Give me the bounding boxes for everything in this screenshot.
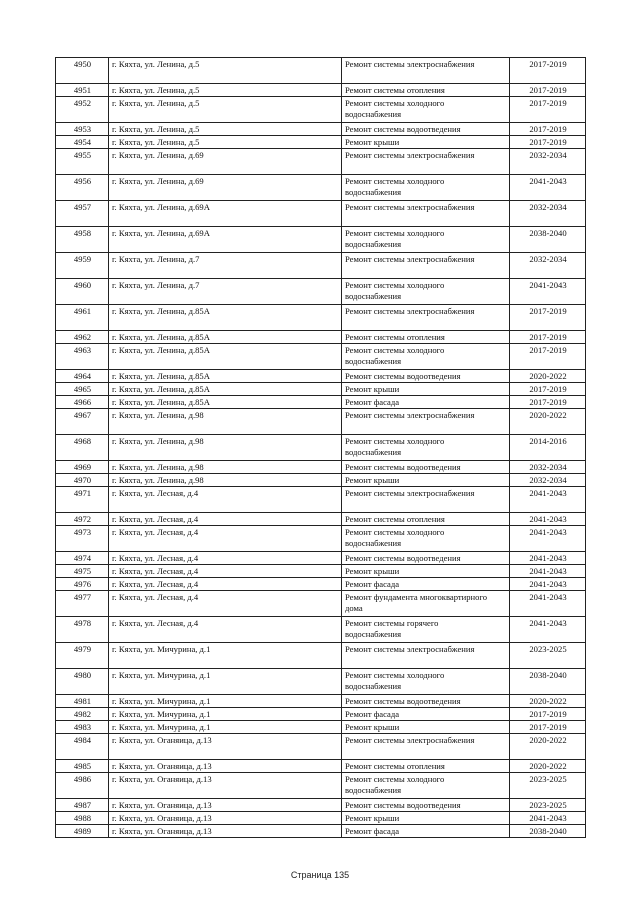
table-row (56, 370, 586, 383)
row-number-cell: 4954 (56, 136, 109, 149)
table-row (56, 201, 586, 227)
work-type-line: Ремонт системы отопления (345, 514, 445, 524)
work-type-cell (342, 136, 510, 149)
work-type-cell (342, 487, 510, 513)
table-row (56, 331, 586, 344)
row-number-cell: 4961 (56, 305, 109, 331)
work-type-cell (342, 669, 510, 695)
table-row (56, 760, 586, 773)
period-cell: 2017-2019 (510, 123, 586, 136)
work-type-cell (342, 643, 510, 669)
period-cell: 2041-2043 (510, 487, 586, 513)
address-cell: г. Кяхта, ул. Ленина, д.98 (109, 474, 342, 487)
row-number-cell: 4955 (56, 149, 109, 175)
table-row (56, 513, 586, 526)
work-type-cell (342, 435, 510, 461)
row-number-cell: 4970 (56, 474, 109, 487)
table-row (56, 253, 586, 279)
page-number-label: Страница 135 (290, 870, 350, 880)
work-type-cell (342, 396, 510, 409)
table-row (56, 149, 586, 175)
work-type-cell (342, 474, 510, 487)
work-type-line: Ремонт крыши (345, 813, 400, 823)
work-type-line: водоснабжения (345, 239, 402, 249)
period-cell: 2020-2022 (510, 760, 586, 773)
row-number-cell: 4958 (56, 227, 109, 253)
work-type-cell (342, 344, 510, 370)
address-cell: г. Кяхта, ул. Лесная, д.4 (109, 552, 342, 565)
row-number-cell: 4960 (56, 279, 109, 305)
table-row (56, 578, 586, 591)
work-type-cell (342, 591, 510, 617)
period-cell: 2020-2022 (510, 370, 586, 383)
table-row (56, 591, 586, 617)
address-cell: г. Кяхта, ул. Ленина, д.5 (109, 123, 342, 136)
work-type-cell (342, 526, 510, 552)
work-type-line: водоснабжения (345, 447, 402, 457)
row-number-cell: 4974 (56, 552, 109, 565)
address-cell: г. Кяхта, ул. Ленина, д.85А (109, 305, 342, 331)
period-cell: 2038-2040 (510, 227, 586, 253)
row-number-cell: 4950 (56, 58, 109, 84)
work-type-cell (342, 825, 510, 838)
period-cell: 2032-2034 (510, 253, 586, 279)
period-cell: 2014-2016 (510, 435, 586, 461)
row-number-cell: 4959 (56, 253, 109, 279)
work-type-line: водоснабжения (345, 291, 402, 301)
work-type-cell (342, 734, 510, 760)
table-row (56, 279, 586, 305)
row-number-cell: 4967 (56, 409, 109, 435)
period-cell: 2020-2022 (510, 695, 586, 708)
row-number-cell: 4978 (56, 617, 109, 643)
address-cell: г. Кяхта, ул. Ленина, д.69 (109, 149, 342, 175)
work-type-cell (342, 565, 510, 578)
work-type-cell (342, 695, 510, 708)
work-type-line: Ремонт системы холодного (345, 228, 445, 238)
work-type-line: Ремонт системы электроснабжения (345, 735, 475, 745)
period-cell: 2032-2034 (510, 201, 586, 227)
work-type-line: Ремонт крыши (345, 722, 400, 732)
address-cell: г. Кяхта, ул. Мичурина, д.1 (109, 695, 342, 708)
work-type-cell (342, 97, 510, 123)
table-row (56, 227, 586, 253)
work-type-line: Ремонт фасада (345, 397, 400, 407)
table-row (56, 825, 586, 838)
work-type-cell (342, 279, 510, 305)
work-type-cell (342, 799, 510, 812)
period-cell: 2020-2022 (510, 734, 586, 760)
period-cell: 2017-2019 (510, 97, 586, 123)
address-cell: г. Кяхта, ул. Ленина, д.85А (109, 370, 342, 383)
work-type-cell (342, 58, 510, 84)
row-number-cell: 4952 (56, 97, 109, 123)
row-number-cell: 4969 (56, 461, 109, 474)
work-type-cell (342, 175, 510, 201)
table-row (56, 734, 586, 760)
period-cell: 2038-2040 (510, 825, 586, 838)
row-number-cell: 4980 (56, 669, 109, 695)
row-number-cell: 4968 (56, 435, 109, 461)
address-cell: г. Кяхта, ул. Лесная, д.4 (109, 565, 342, 578)
work-type-cell (342, 201, 510, 227)
work-type-line: Ремонт системы водоотведения (345, 462, 461, 472)
table-row (56, 526, 586, 552)
row-number-cell: 4982 (56, 708, 109, 721)
work-type-line: Ремонт системы водоотведения (345, 696, 461, 706)
table-row (56, 344, 586, 370)
row-number-cell: 4973 (56, 526, 109, 552)
address-cell: г. Кяхта, ул. Лесная, д.4 (109, 578, 342, 591)
address-cell: г. Кяхта, ул. Ленина, д.85А (109, 344, 342, 370)
address-cell: г. Кяхта, ул. Ленина, д.5 (109, 97, 342, 123)
period-cell: 2017-2019 (510, 58, 586, 84)
address-cell: г. Кяхта, ул. Ленина, д.5 (109, 84, 342, 97)
address-cell: г. Кяхта, ул. Ленина, д.98 (109, 435, 342, 461)
address-cell: г. Кяхта, ул. Ленина, д.5 (109, 136, 342, 149)
work-type-line: Ремонт системы холодного (345, 280, 445, 290)
table-row (56, 305, 586, 331)
period-cell: 2041-2043 (510, 578, 586, 591)
work-type-cell (342, 227, 510, 253)
work-type-cell (342, 305, 510, 331)
work-type-line: Ремонт системы холодного (345, 436, 445, 446)
period-cell: 2023-2025 (510, 799, 586, 812)
period-cell: 2017-2019 (510, 84, 586, 97)
address-cell: г. Кяхта, ул. Оганяица, д.13 (109, 825, 342, 838)
work-type-cell (342, 617, 510, 643)
period-cell: 2041-2043 (510, 552, 586, 565)
table-row (56, 773, 586, 799)
work-type-line: Ремонт системы электроснабжения (345, 410, 475, 420)
table-row (56, 552, 586, 565)
work-type-line: Ремонт системы водоотведения (345, 800, 461, 810)
work-type-line: Ремонт системы отопления (345, 85, 445, 95)
period-cell: 2023-2025 (510, 773, 586, 799)
work-type-line: Ремонт системы холодного (345, 98, 445, 108)
work-type-line: водоснабжения (345, 356, 402, 366)
address-cell: г. Кяхта, ул. Оганяица, д.13 (109, 734, 342, 760)
work-type-line: водоснабжения (345, 785, 402, 795)
work-type-line: Ремонт крыши (345, 137, 400, 147)
period-cell: 2041-2043 (510, 513, 586, 526)
period-cell: 2041-2043 (510, 591, 586, 617)
table-row (56, 461, 586, 474)
address-cell: г. Кяхта, ул. Ленина, д.85А (109, 396, 342, 409)
row-number-cell: 4989 (56, 825, 109, 838)
table-row (56, 123, 586, 136)
work-type-line: Ремонт системы холодного (345, 774, 445, 784)
address-cell: г. Кяхта, ул. Лесная, д.4 (109, 617, 342, 643)
work-type-cell (342, 552, 510, 565)
work-type-line: Ремонт фасада (345, 826, 400, 836)
page-footer (0, 870, 640, 880)
row-number-cell: 4979 (56, 643, 109, 669)
row-number-cell: 4953 (56, 123, 109, 136)
address-cell: г. Кяхта, ул. Мичурина, д.1 (109, 669, 342, 695)
work-type-line: Ремонт системы водоотведения (345, 124, 461, 134)
work-type-line: Ремонт системы электроснабжения (345, 306, 475, 316)
table-row (56, 643, 586, 669)
table-row (56, 409, 586, 435)
address-cell: г. Кяхта, ул. Ленина, д.5 (109, 58, 342, 84)
work-type-line: Ремонт системы электроснабжения (345, 488, 475, 498)
address-cell: г. Кяхта, ул. Лесная, д.4 (109, 513, 342, 526)
table-row (56, 396, 586, 409)
address-cell: г. Кяхта, ул. Ленина, д.98 (109, 461, 342, 474)
address-cell: г. Кяхта, ул. Ленина, д.69 (109, 175, 342, 201)
address-cell: г. Кяхта, ул. Лесная, д.4 (109, 526, 342, 552)
period-cell: 2017-2019 (510, 721, 586, 734)
address-cell: г. Кяхта, ул. Ленина, д.85А (109, 331, 342, 344)
address-cell: г. Кяхта, ул. Оганяица, д.13 (109, 812, 342, 825)
row-number-cell: 4971 (56, 487, 109, 513)
work-type-cell (342, 84, 510, 97)
work-type-cell (342, 812, 510, 825)
address-cell: г. Кяхта, ул. Ленина, д.7 (109, 253, 342, 279)
address-cell: г. Кяхта, ул. Мичурина, д.1 (109, 721, 342, 734)
work-type-cell (342, 578, 510, 591)
work-type-line: водоснабжения (345, 629, 402, 639)
works-table (55, 57, 586, 838)
work-type-line: Ремонт системы электроснабжения (345, 59, 475, 69)
period-cell: 2032-2034 (510, 461, 586, 474)
row-number-cell: 4966 (56, 396, 109, 409)
work-type-line: Ремонт системы электроснабжения (345, 644, 475, 654)
work-type-line: Ремонт системы отопления (345, 332, 445, 342)
table-row (56, 97, 586, 123)
work-type-cell (342, 708, 510, 721)
work-type-line: Ремонт системы электроснабжения (345, 202, 475, 212)
work-type-line: Ремонт системы холодного (345, 527, 445, 537)
period-cell: 2041-2043 (510, 175, 586, 201)
period-cell: 2038-2040 (510, 669, 586, 695)
address-cell: г. Кяхта, ул. Оганяица, д.13 (109, 799, 342, 812)
row-number-cell: 4964 (56, 370, 109, 383)
work-type-cell (342, 461, 510, 474)
table-row (56, 175, 586, 201)
work-type-line: Ремонт системы горячего (345, 618, 439, 628)
table-row (56, 708, 586, 721)
address-cell: г. Кяхта, ул. Мичурина, д.1 (109, 643, 342, 669)
work-type-cell (342, 253, 510, 279)
row-number-cell: 4985 (56, 760, 109, 773)
row-number-cell: 4986 (56, 773, 109, 799)
table-row (56, 669, 586, 695)
table-row (56, 435, 586, 461)
row-number-cell: 4976 (56, 578, 109, 591)
table-row (56, 565, 586, 578)
period-cell: 2017-2019 (510, 305, 586, 331)
work-type-line: Ремонт системы электроснабжения (345, 254, 475, 264)
period-cell: 2017-2019 (510, 331, 586, 344)
work-type-line: Ремонт фасада (345, 579, 400, 589)
period-cell: 2032-2034 (510, 149, 586, 175)
work-type-cell (342, 331, 510, 344)
address-cell: г. Кяхта, ул. Лесная, д.4 (109, 591, 342, 617)
period-cell: 2017-2019 (510, 708, 586, 721)
period-cell: 2023-2025 (510, 643, 586, 669)
work-type-line: Ремонт системы водоотведения (345, 371, 461, 381)
address-cell: г. Кяхта, ул. Ленина, д.69А (109, 201, 342, 227)
work-type-cell (342, 149, 510, 175)
work-type-cell (342, 721, 510, 734)
row-number-cell: 4983 (56, 721, 109, 734)
row-number-cell: 4951 (56, 84, 109, 97)
work-type-cell (342, 760, 510, 773)
row-number-cell: 4963 (56, 344, 109, 370)
work-type-line: дома (345, 603, 363, 613)
period-cell: 2020-2022 (510, 409, 586, 435)
table-row (56, 617, 586, 643)
row-number-cell: 4965 (56, 383, 109, 396)
work-type-line: водоснабжения (345, 681, 402, 691)
row-number-cell: 4962 (56, 331, 109, 344)
work-type-line: Ремонт крыши (345, 475, 400, 485)
period-cell: 2017-2019 (510, 344, 586, 370)
address-cell: г. Кяхта, ул. Мичурина, д.1 (109, 708, 342, 721)
address-cell: г. Кяхта, ул. Ленина, д.7 (109, 279, 342, 305)
table-row (56, 136, 586, 149)
table-row (56, 487, 586, 513)
work-type-cell (342, 123, 510, 136)
work-type-line: Ремонт крыши (345, 566, 400, 576)
work-type-cell (342, 773, 510, 799)
table-row (56, 721, 586, 734)
work-type-line: Ремонт системы холодного (345, 670, 445, 680)
table-row (56, 383, 586, 396)
row-number-cell: 4988 (56, 812, 109, 825)
work-type-cell (342, 370, 510, 383)
work-type-line: Ремонт крыши (345, 384, 400, 394)
work-type-cell (342, 513, 510, 526)
row-number-cell: 4975 (56, 565, 109, 578)
row-number-cell: 4987 (56, 799, 109, 812)
period-cell: 2017-2019 (510, 136, 586, 149)
work-type-line: Ремонт системы отопления (345, 761, 445, 771)
work-type-line: Ремонт фасада (345, 709, 400, 719)
work-type-cell (342, 409, 510, 435)
period-cell: 2041-2043 (510, 279, 586, 305)
work-type-line: водоснабжения (345, 187, 402, 197)
address-cell: г. Кяхта, ул. Оганяица, д.13 (109, 773, 342, 799)
table-row (56, 695, 586, 708)
address-cell: г. Кяхта, ул. Лесная, д.4 (109, 487, 342, 513)
row-number-cell: 4981 (56, 695, 109, 708)
address-cell: г. Кяхта, ул. Ленина, д.85А (109, 383, 342, 396)
period-cell: 2041-2043 (510, 565, 586, 578)
work-type-line: водоснабжения (345, 538, 402, 548)
table-row (56, 799, 586, 812)
address-cell: г. Кяхта, ул. Оганяица, д.13 (109, 760, 342, 773)
address-cell: г. Кяхта, ул. Ленина, д.69А (109, 227, 342, 253)
work-type-line: Ремонт системы электроснабжения (345, 150, 475, 160)
row-number-cell: 4956 (56, 175, 109, 201)
work-type-line: Ремонт системы водоотведения (345, 553, 461, 563)
work-type-line: Ремонт системы холодного (345, 345, 445, 355)
work-type-line: Ремонт системы холодного (345, 176, 445, 186)
row-number-cell: 4972 (56, 513, 109, 526)
work-type-line: водоснабжения (345, 109, 402, 119)
row-number-cell: 4957 (56, 201, 109, 227)
period-cell: 2041-2043 (510, 812, 586, 825)
works-table-body (56, 58, 586, 838)
work-type-line: Ремонт фундамента многоквартирного (345, 592, 488, 602)
period-cell: 2017-2019 (510, 396, 586, 409)
period-cell: 2017-2019 (510, 383, 586, 396)
row-number-cell: 4977 (56, 591, 109, 617)
address-cell: г. Кяхта, ул. Ленина, д.98 (109, 409, 342, 435)
table-row (56, 84, 586, 97)
table-row (56, 474, 586, 487)
table-row (56, 58, 586, 84)
period-cell: 2041-2043 (510, 617, 586, 643)
work-type-cell (342, 383, 510, 396)
row-number-cell: 4984 (56, 734, 109, 760)
period-cell: 2041-2043 (510, 526, 586, 552)
table-row (56, 812, 586, 825)
period-cell: 2032-2034 (510, 474, 586, 487)
